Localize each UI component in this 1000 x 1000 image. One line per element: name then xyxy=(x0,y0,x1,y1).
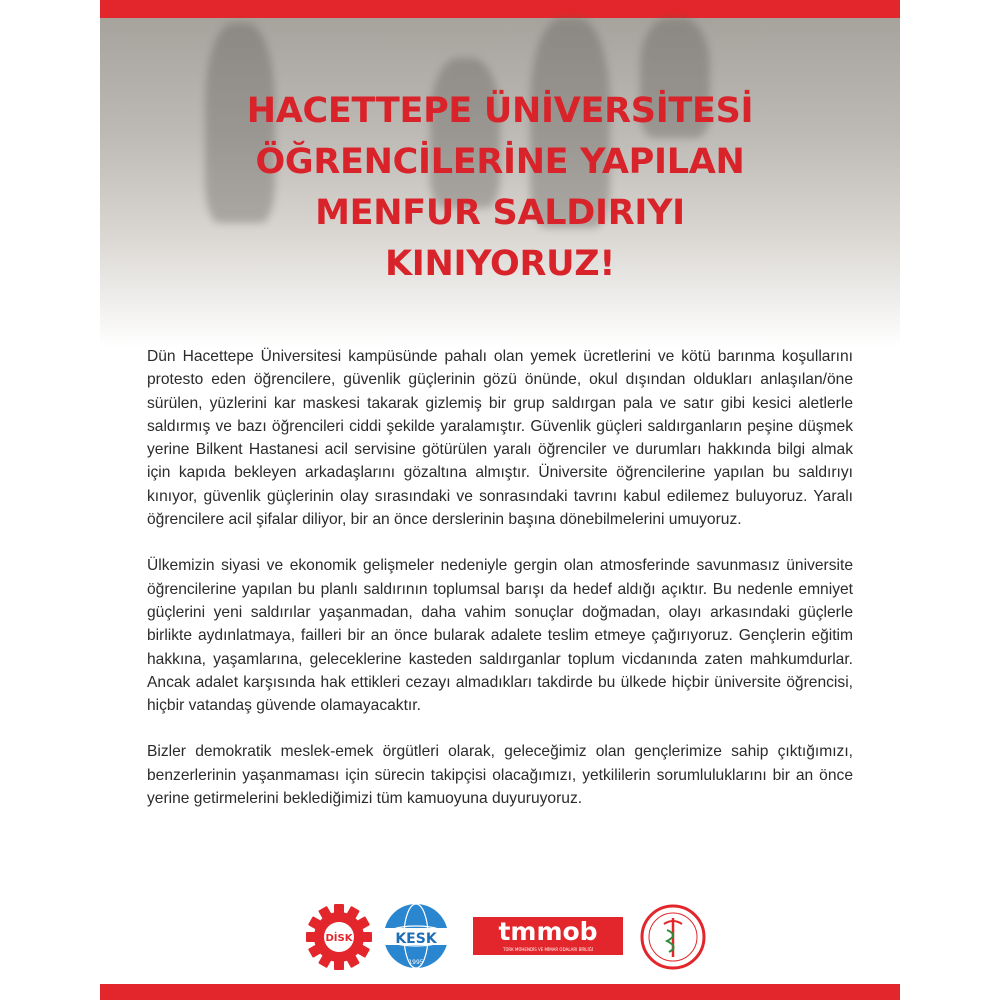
top-red-bar xyxy=(100,0,900,18)
kesk-logo xyxy=(382,902,450,974)
headline xyxy=(100,86,900,290)
globe-icon xyxy=(382,902,450,974)
kesk-logo-text: KESK xyxy=(395,931,437,947)
kesk-logo-year: 1995 xyxy=(408,959,424,966)
organization-logos xyxy=(100,902,900,974)
tmmob-logo-text: tmmob xyxy=(498,917,598,946)
statement-body xyxy=(147,345,853,833)
ttb-logo xyxy=(640,902,706,972)
paragraph: Dün Hacettepe Üniversitesi kampüsünde pahalı olan yemek ücretlerini ve kötü barınma koşullarını protesto eden öğrencilere, güvenlik güçlerinin gözü önünde, okul dışından oldukları anlaşılan/öne sürülen, yüzlerini kar maskesi takarak gizlemiş bir grup saldırgan pala ve satır gibi kesici aletlerle saldırmış ve bazı öğrencileri ciddi şekilde yaralamıştır. Güvenlik güçleri saldırganların peşine düşmek yerine Bilkent Hastanesi acil servisine götürülen yaralı öğrenciler ve durumları hakkında bilgi almak için kapıda bekleyen arkadaşlarını gözaltına almıştır. Üniversite öğrencilerine yapılan bu saldırıyı kınıyor, güvenlik güçlerinin olay sırasındaki ve sonrasındaki tavrını kabul edilemez buluyoruz. Yaralı öğrencilere acil şifalar diliyor, bir an önce derslerinin başına dönebilmelerini umuyoruz. xyxy=(147,348,853,529)
tmmob-logo-subtext: TÜRK MÜHENDİS VE MİMAR ODALARI BİRLİĞİ xyxy=(503,947,593,952)
poster xyxy=(100,0,900,1000)
caduceus-icon xyxy=(640,902,706,972)
headline-line: ÖĞRENCİLERİNE YAPILAN xyxy=(255,142,745,182)
bottom-red-bar xyxy=(100,984,900,1000)
paragraph: Ülkemizin siyasi ve ekonomik gelişmeler nedeniyle gergin olan atmosferinde savunmasız üniversite öğrencilerine yapılan bu planlı saldırının toplumsal barışı da hedef aldığı açıktır. Bu nedenle emniyet güçlerini yeni saldırılar yaşanmadan, daha vahim sonuçlar doğmadan, olayı arkasındaki güçlerle birlikte aydınlatmaya, failleri bir an önce bularak adalete teslim etmeye çağırıyoruz. Gençlerin eğitim hakkına, yaşamlarına, geleceklerine kasteden saldırganlar toplum vicdanında zaten mahkumdurlar. Ancak adalet karşısında hak ettikleri cezayı almadıkları takdirde bu ülkede hiçbir üniversite öğrencisi, hiçbir vatandaş güvende olamayacaktır. xyxy=(147,557,853,715)
headline-line: KINIYORUZ! xyxy=(384,244,616,284)
disk-logo-text: DİSK xyxy=(325,933,353,944)
disk-logo xyxy=(306,904,372,970)
headline-line: HACETTEPE ÜNİVERSİTESİ xyxy=(246,91,754,131)
gear-icon xyxy=(306,904,372,970)
headline-line: MENFUR SALDIRIYI xyxy=(315,193,685,233)
paragraph: Bizler demokratik meslek-emek örgütleri olarak, geleceğimiz olan gençlerimize sahip çıktığımızı, benzerlerinin yaşanmaması için sürecin takipçisi olacağımızı, yetkililerin sorumluluklarını bir an önce yerine getirmelerini beklediğimizi tüm kamuoyuna duyuruyoruz. xyxy=(147,743,853,808)
tmmob-logo xyxy=(473,917,623,955)
